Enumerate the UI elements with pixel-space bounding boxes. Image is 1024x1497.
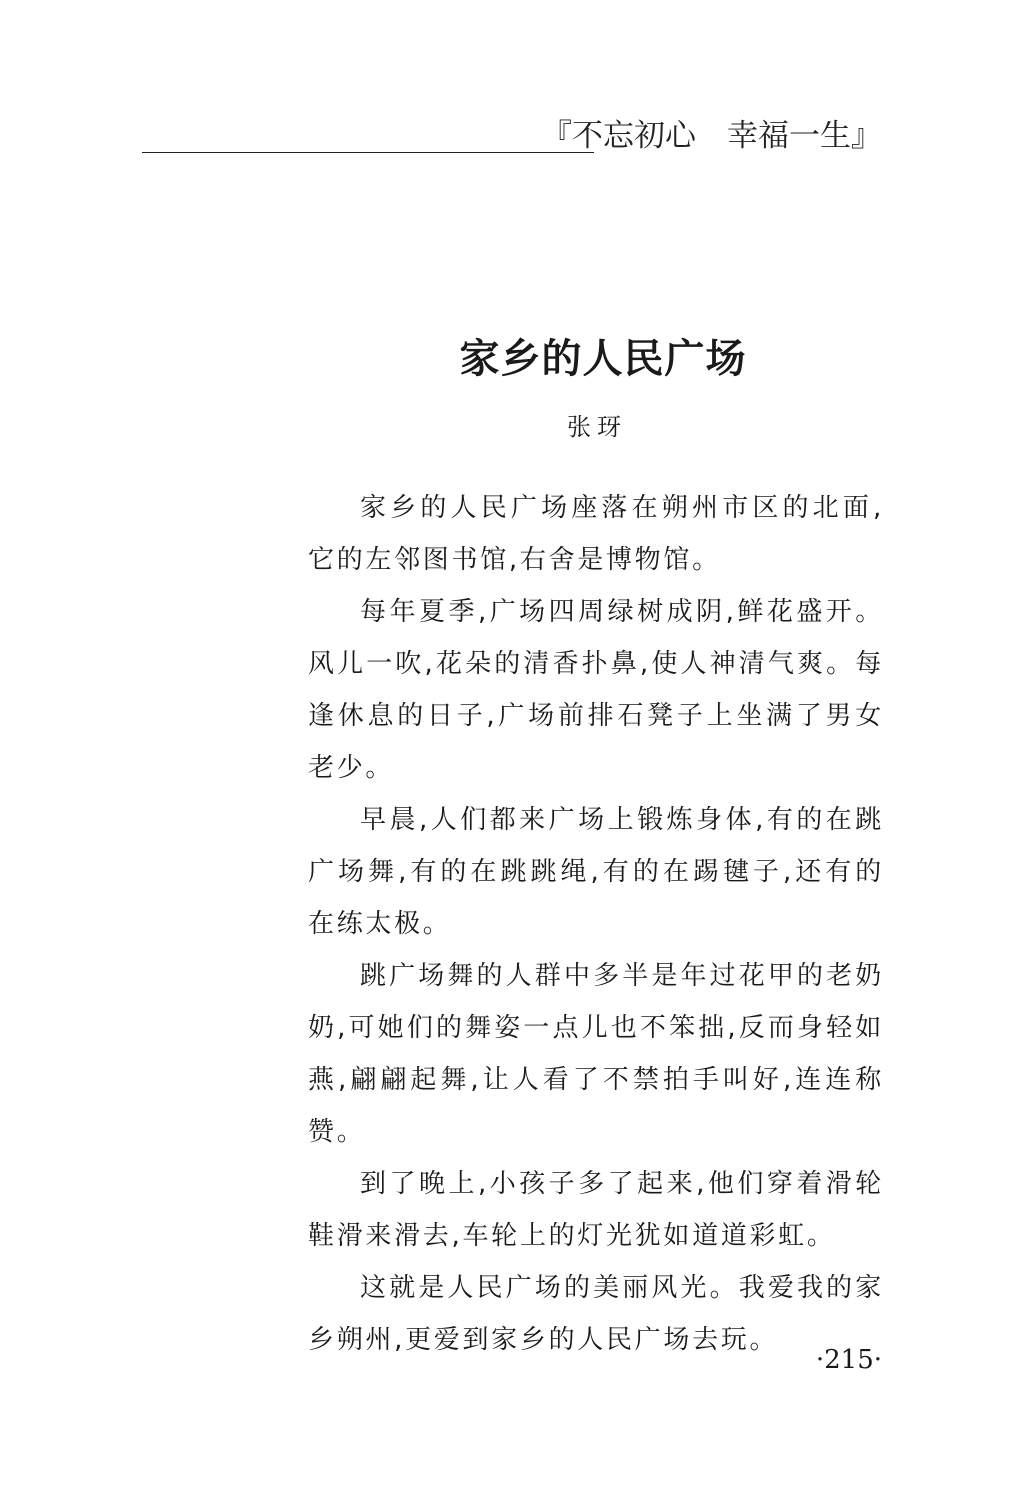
page-number: ·215·: [815, 1345, 882, 1375]
paragraph: 跳广场舞的人群中多半是年过花甲的老奶奶,可她们的舞姿一点儿也不笨拙,反而身轻如燕,翩翩起舞,让人看了不禁拍手叫好,连连称赞。: [308, 961, 884, 1147]
running-header-title: 『不忘初心 幸福一生』: [541, 118, 882, 154]
article-title: 家乡的人民广场: [459, 335, 747, 382]
header-rule: [142, 152, 594, 153]
paragraph: 到了晚上,小孩子多了起来,他们穿着滑轮鞋滑来滑去,车轮上的灯光犹如道道彩虹。: [308, 1169, 884, 1251]
paragraph: 家乡的人民广场座落在朔州市区的北面,它的左邻图书馆,右舍是博物馆。: [308, 493, 884, 575]
paragraph: 早晨,人们都来广场上锻炼身体,有的在跳广场舞,有的在跳跳绳,有的在踢毽子,还有的在练太极。: [308, 805, 884, 939]
article-body: [308, 482, 884, 1366]
paragraph: 每年夏季,广场四周绿树成阴,鲜花盛开。风儿一吹,花朵的清香扑鼻,使人神清气爽。每逢休息的日子,广场前排石凳子上坐满了男女老少。: [308, 597, 884, 783]
paragraph: 这就是人民广场的美丽风光。我爱我的家乡朔州,更爱到家乡的人民广场去玩。: [308, 1273, 884, 1355]
article-author: 张玡: [567, 413, 627, 441]
